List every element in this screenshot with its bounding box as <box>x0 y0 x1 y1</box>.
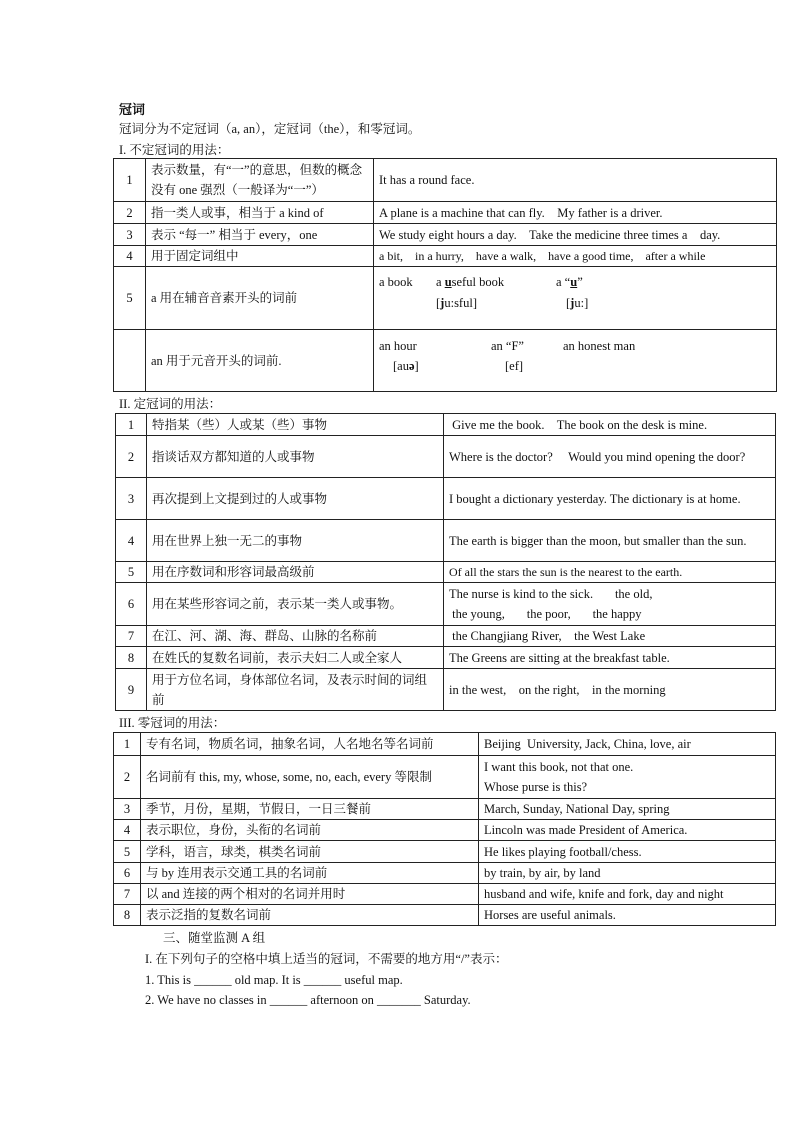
intro-text: 冠词分为不定冠词（a, an），定冠词（the），和零冠词。 <box>119 122 421 136</box>
table-row <box>116 436 776 478</box>
example-cell <box>444 583 776 626</box>
example-cell: a bit, in a hurry, have a walk, have a good time, after a while <box>374 246 777 267</box>
example-cell: We study eight hours a day. Take the medicine three times a day. <box>374 224 777 246</box>
rule-cell: 表示 “每一” 相当于 every，one <box>146 224 374 246</box>
row-number: 1 <box>114 159 146 202</box>
example-cell: The Greens are sitting at the breakfast table. <box>444 647 776 669</box>
row-number: 7 <box>114 884 141 905</box>
rule-cell: 表示数量，有“一”的意思，但数的概念没有 one 强烈（一般译为“一”） <box>146 159 374 202</box>
example-line: Whose purse is this? <box>484 780 588 794</box>
example-word: a book <box>379 275 413 289</box>
table-row <box>114 202 777 224</box>
example-cell: the Changjiang River, the West Lake <box>444 626 776 647</box>
rule-cell: 特指某（些）人或某（些）事物 <box>147 414 444 436</box>
table-row <box>116 478 776 520</box>
rule-cell: 用在序数词和形容词最高级前 <box>147 562 444 583</box>
row-number: 6 <box>116 583 147 626</box>
row-number: 5 <box>116 562 147 583</box>
example-word: an honest man <box>563 339 636 353</box>
example-cell: He likes playing football/chess. <box>479 841 776 863</box>
example-word: an hour <box>379 339 417 353</box>
rule-cell: 再次提到上文提到过的人或事物 <box>147 478 444 520</box>
example-cell <box>479 756 776 799</box>
example-cell: in the west, on the right, in the morning <box>444 669 776 711</box>
example-word: an “F” <box>491 339 524 353</box>
zero-article-table <box>113 732 776 926</box>
example-cell <box>374 330 777 392</box>
phonetic: [ju:sful] <box>436 296 477 310</box>
rule-cell: 与 by 连用表示交通工具的名词前 <box>141 863 479 884</box>
row-number: 2 <box>114 756 141 799</box>
rule-cell: 在江、河、湖、海、群岛、山脉的名称前 <box>147 626 444 647</box>
row-number: 5 <box>114 841 141 863</box>
table-row <box>116 647 776 669</box>
example-cell: Of all the stars the sun is the nearest to the earth. <box>444 562 776 583</box>
rule-cell: 用于固定词组中 <box>146 246 374 267</box>
phonetic: [ju:] <box>566 296 589 310</box>
example-cell: A plane is a machine that can fly. My father is a driver. <box>374 202 777 224</box>
phonetic: [auə] <box>393 359 419 373</box>
rule-cell: a 用在辅音音素开头的词前 <box>146 267 374 330</box>
table-row <box>116 520 776 562</box>
rule-cell: 在姓氏的复数名词前，表示夫妇二人或全家人 <box>147 647 444 669</box>
row-number: 9 <box>116 669 147 711</box>
example-cell: by train, by air, by land <box>479 863 776 884</box>
definite-article-table <box>115 413 776 711</box>
row-number: 7 <box>116 626 147 647</box>
row-number: 3 <box>114 224 146 246</box>
rule-cell: 学科，语言，球类，棋类名词前 <box>141 841 479 863</box>
example-cell: Where is the doctor? Would you mind opening the door? <box>444 436 776 478</box>
page-title: 冠词 <box>119 102 146 117</box>
rule-cell: 指谈话双方都知道的人或事物 <box>147 436 444 478</box>
example-cell: Lincoln was made President of America. <box>479 820 776 841</box>
table-row <box>116 414 776 436</box>
example-cell: The earth is bigger than the moon, but smaller than the sun. <box>444 520 776 562</box>
exercise-title: 三、随堂监测 A 组 <box>163 931 266 945</box>
row-number: 6 <box>114 863 141 884</box>
table-row <box>114 820 776 841</box>
row-number: 4 <box>116 520 147 562</box>
example-cell: March, Sunday, National Day, spring <box>479 799 776 820</box>
example-cell: Beijing University, Jack, China, love, air <box>479 733 776 756</box>
exercise-question-2: 2. We have no classes in ______ afternoon on _______ Saturday. <box>145 993 471 1007</box>
table-row <box>114 159 777 202</box>
example-cell: I bought a dictionary yesterday. The dictionary is at home. <box>444 478 776 520</box>
row-number: 8 <box>114 905 141 926</box>
section3-title: III. 零冠词的用法： <box>119 716 226 730</box>
table-row <box>116 626 776 647</box>
example-line: the young, the poor, the happy <box>449 607 642 621</box>
row-number: 1 <box>114 733 141 756</box>
table-row <box>114 905 776 926</box>
section2-title: II. 定冠词的用法： <box>119 397 222 411</box>
table-row <box>116 583 776 626</box>
row-number: 4 <box>114 246 146 267</box>
row-number: 1 <box>116 414 147 436</box>
rule-cell: an 用于元音开头的词前. <box>146 330 374 392</box>
table-row <box>114 330 777 392</box>
section1-title: I. 不定冠词的用法： <box>119 143 230 157</box>
table-row <box>116 669 776 711</box>
row-number: 4 <box>114 820 141 841</box>
rule-cell: 指一类人或事，相当于 a kind of <box>146 202 374 224</box>
exercise-instruction: I. 在下列句子的空格中填上适当的冠词，不需要的地方用“/”表示： <box>145 952 508 966</box>
table-row <box>114 841 776 863</box>
example-line: The nurse is kind to the sick. the old, <box>449 587 653 601</box>
table-row <box>114 267 777 330</box>
rule-cell: 表示泛指的复数名词前 <box>141 905 479 926</box>
example-cell: Give me the book. The book on the desk is mine. <box>444 414 776 436</box>
table-row <box>114 799 776 820</box>
row-number: 2 <box>116 436 147 478</box>
rule-cell: 用于方位名词，身体部位名词，及表示时间的词组前 <box>147 669 444 711</box>
rule-cell: 用在某些形容词之前，表示某一类人或事物。 <box>147 583 444 626</box>
example-word: a useful book <box>436 275 505 289</box>
row-number: 5 <box>114 267 146 330</box>
example-word: a “u” <box>556 275 583 289</box>
table-row <box>114 884 776 905</box>
rule-cell: 以 and 连接的两个相对的名词并用时 <box>141 884 479 905</box>
phonetic: [ef] <box>505 359 524 373</box>
table-row <box>114 224 777 246</box>
table-row <box>114 756 776 799</box>
row-number: 3 <box>114 799 141 820</box>
rule-cell: 名词前有 this, my, whose, some, no, each, every 等限制 <box>141 756 479 799</box>
table-row <box>116 562 776 583</box>
rule-cell: 专有名词，物质名词，抽象名词，人名地名等名词前 <box>141 733 479 756</box>
example-cell: Horses are useful animals. <box>479 905 776 926</box>
table-row <box>114 246 777 267</box>
row-number <box>114 330 146 392</box>
rule-cell: 季节，月份，星期，节假日，一日三餐前 <box>141 799 479 820</box>
table-row <box>114 863 776 884</box>
row-number: 8 <box>116 647 147 669</box>
row-number: 3 <box>116 478 147 520</box>
example-cell: It has a round face. <box>374 159 777 202</box>
rule-cell: 用在世界上独一无二的事物 <box>147 520 444 562</box>
row-number: 2 <box>114 202 146 224</box>
exercise-question-1: 1. This is ______ old map. It is ______ useful map. <box>145 973 403 987</box>
indefinite-article-table <box>113 158 777 392</box>
rule-cell: 表示职位，身份，头衔的名词前 <box>141 820 479 841</box>
example-cell <box>374 267 777 330</box>
table-row <box>114 733 776 756</box>
example-line: I want this book, not that one. <box>484 760 634 774</box>
example-cell: husband and wife, knife and fork, day and night <box>479 884 776 905</box>
